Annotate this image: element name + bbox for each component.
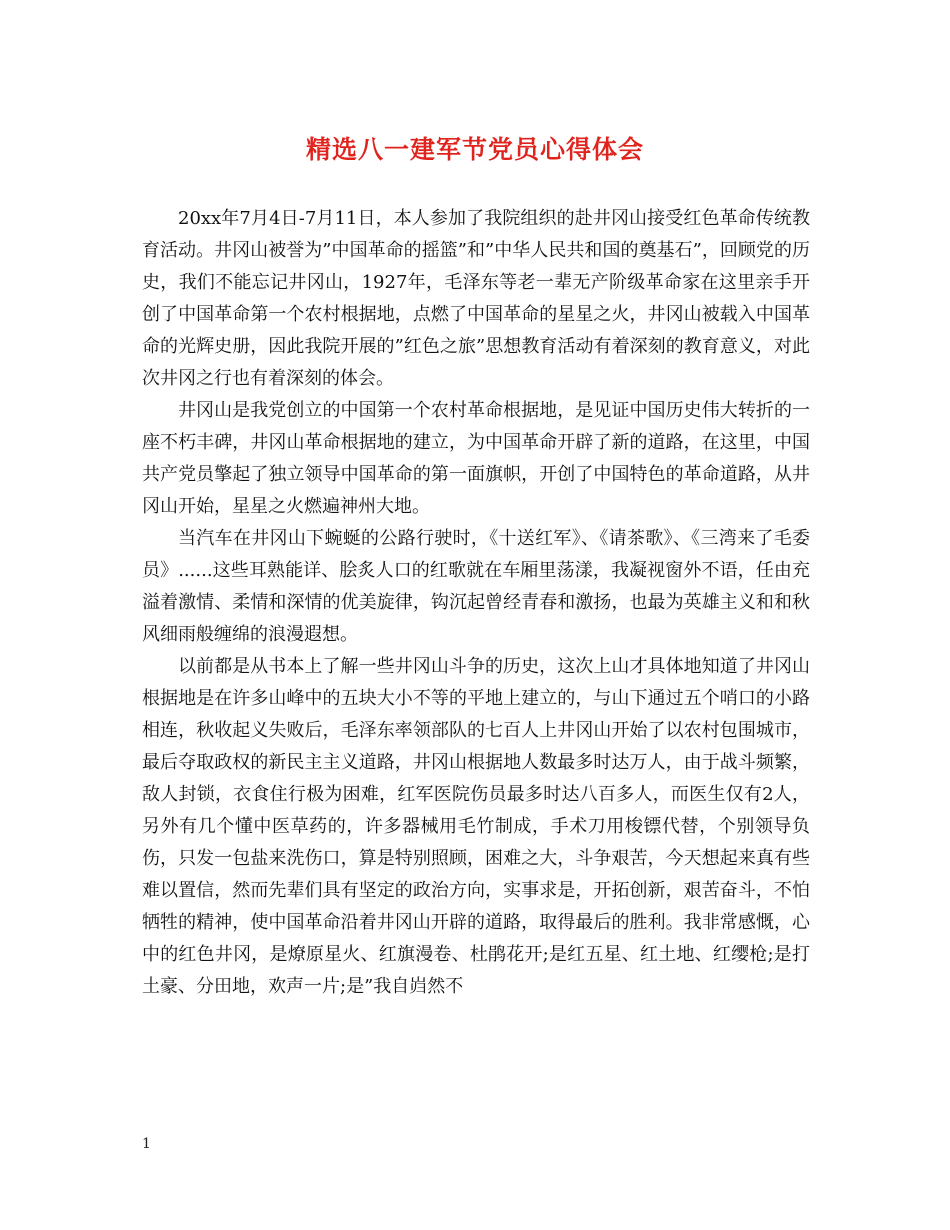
paragraph-1: 20xx年7月4日-7月11日，本人参加了我院组织的赴井冈山接受红色革命传统教育活动。井冈山被誉为”中国革命的摇篮”和”中华人民共和国的奠基石”，回顾党的历史，我们不能忘记井冈山，1927年，毛泽东等老一辈无产阶级革命家在这里亲手开创了中国革命第一个农村根据地，点燃了中国革命的星星之火，井冈山被载入中国革命的光辉史册，因此我院开展的”红色之旅”思想教育活动有着深刻的教育意义，对此次井冈之行也有着深刻的体会。 [142, 208, 810, 389]
document-title: 精选八一建军节党员心得体会 [305, 135, 644, 164]
document-body [142, 203, 810, 1003]
paragraph-3: 当汽车在井冈山下蜿蜒的公路行驶时，《十送红军》、《请茶歌》、《三湾来了毛委员》......这些耳熟能详、脍炙人口的红歌就在车厢里荡漾，我凝视窗外不语，任由充溢着激情、柔情和深情的优美旋律，钩沉起曾经青春和激扬，也最为英雄主义和和秋风细雨般缠绵的浪漫遐想。 [142, 528, 810, 645]
paragraph-4: 以前都是从书本上了解一些井冈山斗争的历史，这次上山才具体地知道了井冈山根据地是在许多山峰中的五块大小不等的平地上建立的，与山下通过五个哨口的小路相连，秋收起义失败后，毛泽东率领部队的七百人上井冈山开始了以农村包围城市，最后夺取政权的新民主主义道路，井冈山根据地人数最多时达万人，由于战斗频繁，敌人封锁，衣食住行极为困难，红军医院伤员最多时达八百多人，而医生仅有2人，另外有几个懂中医草药的，许多器械用毛竹制成，手术刀用梭镖代替，个别领导负伤，只发一包盐来洗伤口，算是特别照顾，困难之大，斗争艰苦，今天想起来真有些难以置信，然而先辈们具有坚定的政治方向，实事求是，开拓创新，艰苦奋斗，不怕牺牲的精神，使中国革命沿着井冈山开辟的道路，取得最后的胜利。我非常感慨，心中的红色井冈，是燎原星火、红旗漫卷、杜鹃花开;是红五星、红土地、红缨枪;是打土豪、分田地，欢声一片;是”我自岿然不 [142, 656, 811, 997]
page-number: 1 [142, 1136, 151, 1152]
paragraph-2: 井冈山是我党创立的中国第一个农村革命根据地，是见证中国历史伟大转折的一座不朽丰碑，井冈山革命根据地的建立，为中国革命开辟了新的道路，在这里，中国共产党员擎起了独立领导中国革命的第一面旗帜，开创了中国特色的革命道路，从井冈山开始，星星之火燃遍神州大地。 [142, 400, 810, 517]
